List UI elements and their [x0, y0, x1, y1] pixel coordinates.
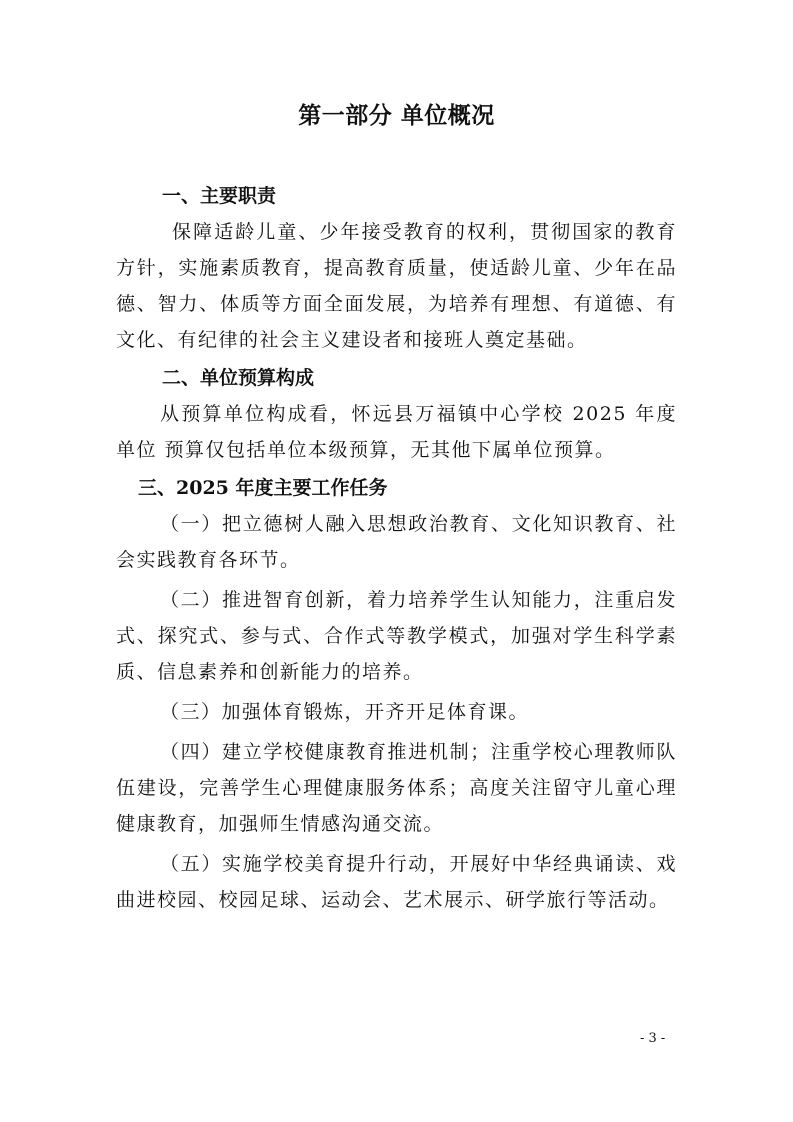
- page-number: - 3 -: [640, 1031, 666, 1046]
- page-title: 第一部分 单位概况: [298, 103, 495, 129]
- section-heading-tasks: 三、2025 年度主要工作任务: [138, 477, 388, 499]
- task-item-5: （五）实施学校美育提升行动，开展好中华经典诵读、戏曲进校园、校园足球、运动会、艺术展示、研学旅行等活动。: [116, 853, 677, 911]
- budget-structure-paragraph: 从预算单位构成看，怀远县万福镇中心学校 2025 年度单位 预算仅包括单位本级预算，无其他下属单位预算。: [116, 403, 677, 461]
- task-item-1: （一）把立德树人融入思想政治教育、文化知识教育、社会实践教育各环节。: [116, 513, 677, 571]
- document-body: [116, 178, 677, 918]
- task-item-4: （四）建立学校健康教育推进机制；注重学校心理教师队伍建设，完善学生心理健康服务体系；高度关注留守儿童心理健康教育，加强师生情感沟通交流。: [116, 741, 677, 835]
- duties-paragraph: 保障适龄儿童、少年接受教育的权利，贯彻国家的教育方针，实施素质教育，提高教育质量，使适龄儿童、少年在品德、智力、体质等方面全面发展，为培养有理想、有道德、有文化、有纪律的社会主义建设者和接班人奠定基础。: [116, 221, 677, 351]
- task-item-2: （二）推进智育创新，着力培养学生认知能力，注重启发式、探究式、参与式、合作式等教学模式，加强对学生科学素质、信息素养和创新能力的培养。: [116, 589, 677, 683]
- task-item-3: （三）加强体育锻炼，开齐开足体育课。: [160, 701, 530, 723]
- section-heading-duties: 一、主要职责: [162, 185, 277, 207]
- section-heading-budget-structure: 二、单位预算构成: [162, 367, 315, 389]
